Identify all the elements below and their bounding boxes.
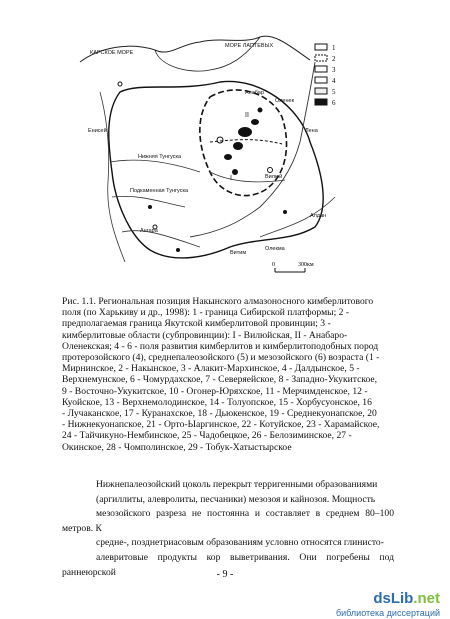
- body-line: средне-, позднетриасовым образованиям условно относятся глинисто-: [96, 537, 384, 549]
- label-subprovince-1: I: [230, 175, 232, 182]
- caption-line: предполагаемая граница Якутской кимберлитовой провинции; 3 -: [62, 318, 331, 330]
- body-line: (аргиллиты, алевролиты, песчаники) мезозоя и кайнозоя. Мощность: [96, 493, 376, 505]
- caption-line: 9 - Восточно-Укукитское, 10 - Огонер-Юряхское, 11 - Мерчимденское, 12 -: [62, 385, 368, 397]
- label-angara: Ангара: [140, 228, 158, 234]
- watermark-subtitle: библиотека диссертаций: [335, 608, 440, 618]
- svg-text:300км: 300км: [298, 262, 314, 268]
- svg-text:5: 5: [332, 88, 336, 96]
- river-p-tunguska: [112, 196, 185, 207]
- label-anabar: Анабар: [245, 90, 264, 96]
- caption-line: поля (по Харькиву и др., 1998): 1 - граница Сибирской платформы; 2 -: [62, 307, 350, 319]
- label-subprovince-2: II: [245, 112, 249, 119]
- svg-text:6: 6: [332, 99, 336, 107]
- svg-text:2: 2: [332, 55, 336, 63]
- caption-line: Оленекская; 4 - 6 - поля развития кимберлитов и кимберлитоподобных пород: [62, 340, 379, 352]
- caption-line: 24 - Тайчикуно-Нембинское, 25 - Чадобецкое, 26 - Белозиминское, 27 -: [62, 430, 352, 442]
- watermark-logo: dsLib.net: [373, 590, 440, 607]
- caption-line: Мирнинское, 2 - Накынское, 3 - Алакит-Мархинское, 4 - Далдынское, 5 -: [62, 363, 360, 375]
- caption-line: Рис. 1.1. Региональная позиция Накынского алмазоносного кимберлитового: [62, 296, 374, 307]
- svg-text:0: 0: [272, 262, 275, 268]
- label-oleklma: Олекма: [265, 246, 285, 252]
- river-n-tunguska: [110, 160, 200, 172]
- label-yenisei: Енисей: [88, 128, 107, 134]
- svg-text:3: 3: [332, 66, 336, 74]
- river-lena: [190, 62, 315, 237]
- caption-line: кимберлитовые области (субпровинции): I - Вилюйская, II - Анабаро-: [62, 329, 348, 341]
- watermark[interactable]: [336, 590, 440, 618]
- caption-line: - Нижнекуонапское, 21 - Орто-Ыаргинское, 22 - Котуйское, 23 - Харамайское,: [62, 419, 380, 431]
- label-aldan: Алдан: [310, 213, 327, 219]
- svg-text:4: 4: [332, 77, 336, 85]
- label-vilyui: Вилюй: [265, 174, 283, 180]
- page-number: - 9 -: [216, 569, 234, 580]
- label-lena: Лена: [305, 128, 318, 134]
- legend: [315, 44, 336, 107]
- body-line: Нижнепалеозойский цоколь перекрыт терригенными образованиями: [96, 479, 378, 490]
- label-olenek: Оленек: [275, 98, 294, 104]
- caption-line: Окинское, 28 - Чомполинское, 29 - Тобук-Хатыстырское: [62, 441, 292, 453]
- label-kara-sea: КАРСКОЕ МОРЕ: [90, 50, 134, 56]
- figure-map: [60, 22, 380, 287]
- kimberlite-fields: [118, 82, 287, 252]
- caption-line: - Лучаканское, 17 - Куранахское, 18 - Дьюкенское, 19 - Среднекуонапское, 20: [62, 408, 377, 420]
- scale-bar: [272, 262, 314, 272]
- svg-text:1: 1: [332, 44, 336, 52]
- caption-line: Верхнемунское, 6 - Чомурдахское, 7 - Северяейское, 8 - Западно-Укукитское,: [62, 374, 378, 386]
- label-p-tunguska: Подкаменная Тунгуска: [130, 188, 189, 194]
- body-line: мезозойского разреза не постоянна и составляет в среднем 80–100 метров. К: [62, 508, 394, 534]
- label-vitim: Витим: [230, 250, 247, 256]
- label-laptev-sea: МОРЕ ЛАПТЕВЫХ: [225, 43, 274, 49]
- label-n-tunguska: Нижняя Тунгуска: [138, 154, 182, 160]
- body-paragraph: [62, 478, 394, 580]
- figure-caption: [62, 296, 394, 453]
- caption-line: протерозойского (4), среднепалеозойского (5) и мезозойского (6) возраста (1 -: [62, 352, 380, 364]
- body-line: алевритовые продукты кор выветривания. Они погребены под раннеюрской: [62, 551, 394, 578]
- caption-line: Куойское, 13 - Верхнемолодинское, 14 - Толуопское, 15 - Хорбусуонское, 16: [62, 396, 372, 408]
